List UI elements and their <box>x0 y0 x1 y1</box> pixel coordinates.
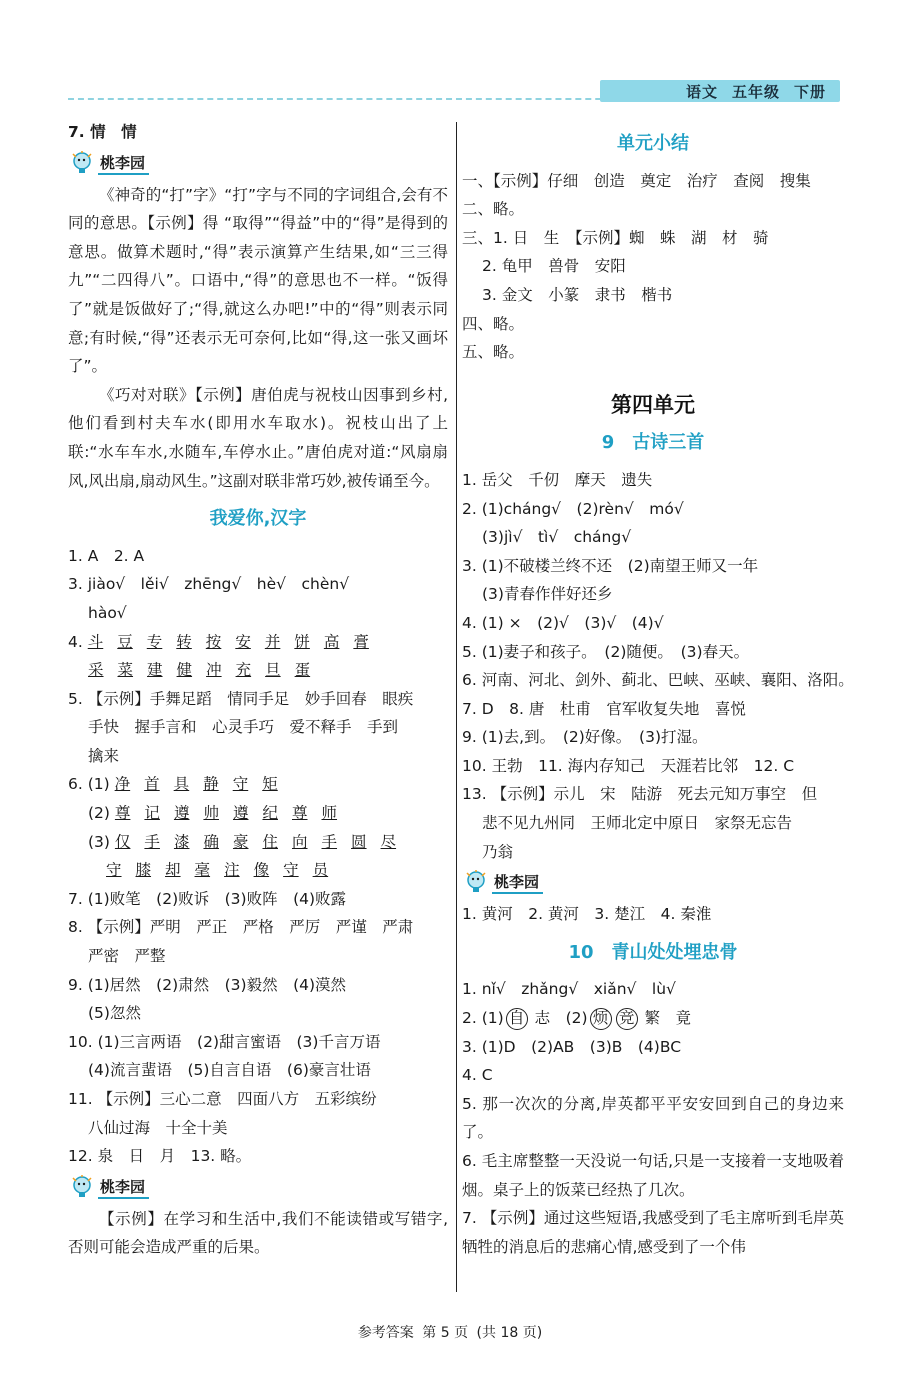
paragraph-couplet: 《巧对对联》【示例】唐伯虎与祝枝山因事到乡村,他们看到村夫车水(即用水车取水)。祝枝山出了上联:“水车车水,水随车,车停水止。”唐伯虎对道:“风扇扇风,风出扇,扇动风生。”这副对联非常巧妙,被传诵至今。 <box>68 385 448 490</box>
answer-6-row3: (3) 仅 手 漆 确 豪 住 向 手 圆 尽 <box>68 828 448 857</box>
summary-1: 一、【示例】仔细 创造 奠定 治疗 查阅 搜集 <box>462 171 811 190</box>
taoliyuan-badge <box>70 1173 448 1203</box>
page-number: 第 5 页 <box>422 1325 469 1341</box>
char-item: 冲 <box>206 661 222 680</box>
char-item: 遵 <box>232 804 249 823</box>
lesson9-answer-13c: 乃翁 <box>482 842 514 861</box>
char-item: 却 <box>165 861 181 880</box>
char-item: 斗 <box>87 632 104 651</box>
char-item: 注 <box>224 861 240 880</box>
lesson10-answer-1: 1. nǐ√ zhǎng√ xiǎn√ lù√ <box>462 980 676 999</box>
footer-label: 参考答案 <box>357 1325 414 1341</box>
char-item: 净 <box>114 775 131 794</box>
badge-label: 桃李园 <box>98 153 149 175</box>
char-row <box>115 804 351 822</box>
lesson9-answer-2b: (3)jì√ tì√ cháng√ <box>482 528 632 547</box>
char-item: 确 <box>203 832 219 851</box>
lesson9-answer-3a: 3. (1)不破楼兰终不还 (2)南望王师又一年 <box>462 556 759 575</box>
lesson10-answer-5: 5. 那一次次的分离,岸英都平平安安回到自己的身边来了。 <box>462 1094 844 1142</box>
answer-5-line3: 擒来 <box>88 746 120 765</box>
lesson10-answer-7: 7. 【示例】通过这些短语,我感受到了毛主席听到毛岸英牺牲的消息后的悲痛心情,感受到了一个伟 <box>462 1209 844 1256</box>
char-item: 毫 <box>194 861 211 880</box>
section-title-love-hanzi: 我爱你,汉字 <box>209 508 307 530</box>
char-item: 健 <box>176 661 193 680</box>
answer-12-13: 12. 泉 日 月 13. 略。 <box>68 1147 252 1166</box>
lesson9-answer-3b: (3)青春作伴好还乡 <box>482 585 613 604</box>
char-item: 首 <box>144 775 160 794</box>
answer-8-line2: 严密 严整 <box>88 947 166 966</box>
lesson9-answer-7-8: 7. D 8. 唐 杜甫 官军收复失地 喜悦 <box>462 699 746 718</box>
lesson10-answer-4: 4. C <box>462 1066 493 1085</box>
char-item: 员 <box>312 861 329 880</box>
char-item: 帅 <box>203 804 219 823</box>
lightbulb-icon <box>70 151 96 177</box>
lesson9-answer-9: 9. (1)去,到。 (2)好像。 (3)打湿。 <box>462 728 708 747</box>
answer-9-line1: 9. (1)居然 (2)肃然 (3)毅然 (4)漠然 <box>68 975 347 994</box>
answer-7: 7. (1)败笔 (2)败诉 (3)败阵 (4)败露 <box>68 889 347 908</box>
char-item: 豆 <box>117 632 133 651</box>
answer-10-line2: (4)流言蜚语 (5)自言自语 (6)豪言壮语 <box>88 1061 371 1080</box>
summary-4: 四、略。 <box>462 314 525 333</box>
char-item: 仅 <box>114 832 131 851</box>
char-item: 按 <box>205 632 222 651</box>
char-item: 安 <box>235 632 251 651</box>
char-item: 建 <box>147 661 163 680</box>
char-item: 纪 <box>262 804 278 823</box>
char-item: 膝 <box>135 861 152 880</box>
char-item: 矩 <box>262 775 278 794</box>
answer-11-line1: 11. 【示例】三心二意 四面八方 五彩缤纷 <box>68 1090 377 1108</box>
volume-label: 下册 <box>793 82 826 101</box>
grade-label: 五年级 <box>731 82 780 101</box>
taoliyuan-badge <box>70 149 448 179</box>
header-subject-tab <box>600 80 840 102</box>
char-item: 师 <box>321 804 338 823</box>
answer-6-row4 <box>68 856 448 885</box>
page-total: (共 18 页) <box>476 1325 543 1341</box>
lightbulb-icon <box>464 870 490 896</box>
right-column <box>462 118 854 1261</box>
answer-3-line2: hào√ <box>88 603 127 622</box>
page-footer <box>0 1322 900 1342</box>
char-item: 漆 <box>173 832 190 851</box>
lesson9-answer-5: 5. (1)妻子和孩子。 (2)随便。 (3)春天。 <box>462 642 750 661</box>
lesson9-answer-2a: 2. (1)cháng√ (2)rèn√ mó√ <box>462 499 684 518</box>
char-item: 旦 <box>265 661 281 680</box>
lesson9-answer-4: 4. (1) × (2)√ (3)√ (4)√ <box>462 613 664 632</box>
summary-3a: 三、1. 日 生 【示例】蜘 蛛 湖 材 骑 <box>462 228 769 247</box>
answer-11-line2: 八仙过海 十全十美 <box>88 1118 228 1137</box>
char-item: 手 <box>321 832 338 851</box>
char-item: 尽 <box>380 832 397 851</box>
lesson9-answer-6: 6. 河南、河北、剑外、蓟北、巴峡、巫峡、襄阳、洛阳。 <box>462 671 854 690</box>
column-divider <box>456 122 457 1292</box>
char-item: 守 <box>232 775 249 794</box>
lesson9-answer-13b: 悲不见九州同 王师北定中原日 家祭无忘告 <box>482 814 793 833</box>
char-item: 高 <box>323 632 340 651</box>
answer-9-line2: (5)忽然 <box>88 1004 141 1023</box>
summary-3b: 2. 龟甲 兽骨 安阳 <box>482 257 626 276</box>
lesson10-answer-3: 3. (1)D (2)AB (3)B (4)BC <box>462 1037 682 1056</box>
char-item: 膏 <box>353 632 369 651</box>
char-item: 尊 <box>292 804 308 823</box>
char-item: 蛋 <box>294 661 311 680</box>
unit-4-title: 第四单元 <box>611 392 695 417</box>
answer-5-line1: 5. 【示例】手舞足蹈 情同手足 妙手回春 眼疾 <box>68 689 414 708</box>
char-item: 采 <box>88 661 104 680</box>
answer-8-line1: 8. 【示例】严明 严正 严格 严厉 严谨 严肃 <box>68 918 414 937</box>
char-item: 专 <box>146 632 163 651</box>
lesson10-answer-6: 6. 毛主席整整一天没说一句话,只是一支接着一支地吸着烟。桌子上的饭菜已经热了几次。 <box>462 1152 844 1199</box>
char-item: 饼 <box>294 632 310 651</box>
taoliyuan-answers: 1. 黄河 2. 黄河 3. 楚江 4. 秦淮 <box>462 905 712 924</box>
char-item: 向 <box>292 832 308 851</box>
answer-6-row2: (2) 尊 记 遵 帅 遵 纪 尊 师 <box>68 799 448 828</box>
answer-10-line1: 10. (1)三言两语 (2)甜言蜜语 (3)千言万语 <box>68 1032 381 1051</box>
summary-2: 二、略。 <box>462 200 525 219</box>
char-row <box>106 861 342 879</box>
char-item: 守 <box>283 861 299 880</box>
taoliyuan-badge <box>464 868 844 898</box>
char-item: 守 <box>106 861 122 880</box>
answer-3-line1: 3. jiào√ lěi√ zhēng√ hè√ chèn√ <box>68 575 350 594</box>
answer-4-row1: 4. 斗 豆 专 转 按 安 并 饼 高 膏 <box>68 628 448 657</box>
char-item: 豪 <box>232 832 249 851</box>
circled-char: 竞 <box>616 1008 638 1030</box>
char-item: 手 <box>144 832 160 851</box>
char-item: 充 <box>235 661 252 680</box>
char-item: 静 <box>203 775 219 794</box>
char-item: 记 <box>144 804 160 823</box>
lightbulb-icon <box>70 1175 96 1201</box>
lesson9-answer-1: 1. 岳父 千仞 摩天 遗失 <box>462 470 653 489</box>
paragraph-example: 【示例】在学习和生活中,我们不能读错或写错字,否则可能会造成严重的后果。 <box>68 1209 448 1257</box>
char-item: 并 <box>264 632 281 651</box>
answer-5-line2: 手快 握手言和 心灵手巧 爱不释手 手到 <box>88 718 399 737</box>
char-item: 尊 <box>114 804 131 823</box>
char-row <box>115 775 292 793</box>
char-item: 像 <box>253 861 270 880</box>
char-row <box>88 661 324 679</box>
left-column <box>68 118 448 1262</box>
char-row <box>115 833 410 851</box>
summary-3c: 3. 金文 小篆 隶书 楷书 <box>482 285 673 304</box>
badge-label: 桃李园 <box>98 1177 149 1199</box>
char-item: 转 <box>176 632 192 651</box>
char-item: 菜 <box>117 661 134 680</box>
answer-7-prev: 7. 情 情 <box>68 123 137 141</box>
paragraph-da-character: 《神奇的“打”字》“打”字与不同的字词组合,会有不同的意思。【示例】得 “取得”“得益”中的“得”是得到的意思。做算术题时,“得”表示演算产生结果,如“三三得九”“二四得八”。口语中,“得”的意思也不一样。“饭得了”就是饭做好了;“得,就这么办吧!”中的“得”则表示同意;有时候,“得”还表示无可奈何,比如“得,这一张又画坏了”。 <box>68 185 448 376</box>
circled-char: 烦 <box>590 1008 612 1030</box>
section-title-unit-summary: 单元小结 <box>617 133 689 154</box>
circled-char: 自 <box>506 1008 528 1030</box>
lesson10-answer-2: 2. (1) 自 志 (2) 烦 竞 繁 竟 <box>462 1004 844 1033</box>
answer-6-row1: 6. (1) 净 首 具 静 守 矩 <box>68 770 448 799</box>
section-title-lesson-10: 10 青山处处埋忠骨 <box>568 941 738 963</box>
section-title-lesson-9: 9 古诗三首 <box>601 432 705 454</box>
badge-label: 桃李园 <box>492 872 543 894</box>
char-row <box>88 633 383 651</box>
char-item: 具 <box>173 775 190 794</box>
char-item: 遵 <box>173 804 190 823</box>
char-item: 圆 <box>351 832 367 851</box>
lesson9-answer-10-12: 10. 王勃 11. 海内存知己 天涯若比邻 12. C <box>462 756 795 775</box>
lesson9-answer-13a: 13. 【示例】示儿 宋 陆游 死去元知万事空 但 <box>462 785 818 804</box>
summary-5: 五、略。 <box>462 343 525 362</box>
answer-1-2: 1. A 2. A <box>68 546 145 565</box>
subject-label: 语文 <box>685 82 718 101</box>
char-item: 住 <box>262 832 278 851</box>
answer-4-row2 <box>68 656 448 685</box>
